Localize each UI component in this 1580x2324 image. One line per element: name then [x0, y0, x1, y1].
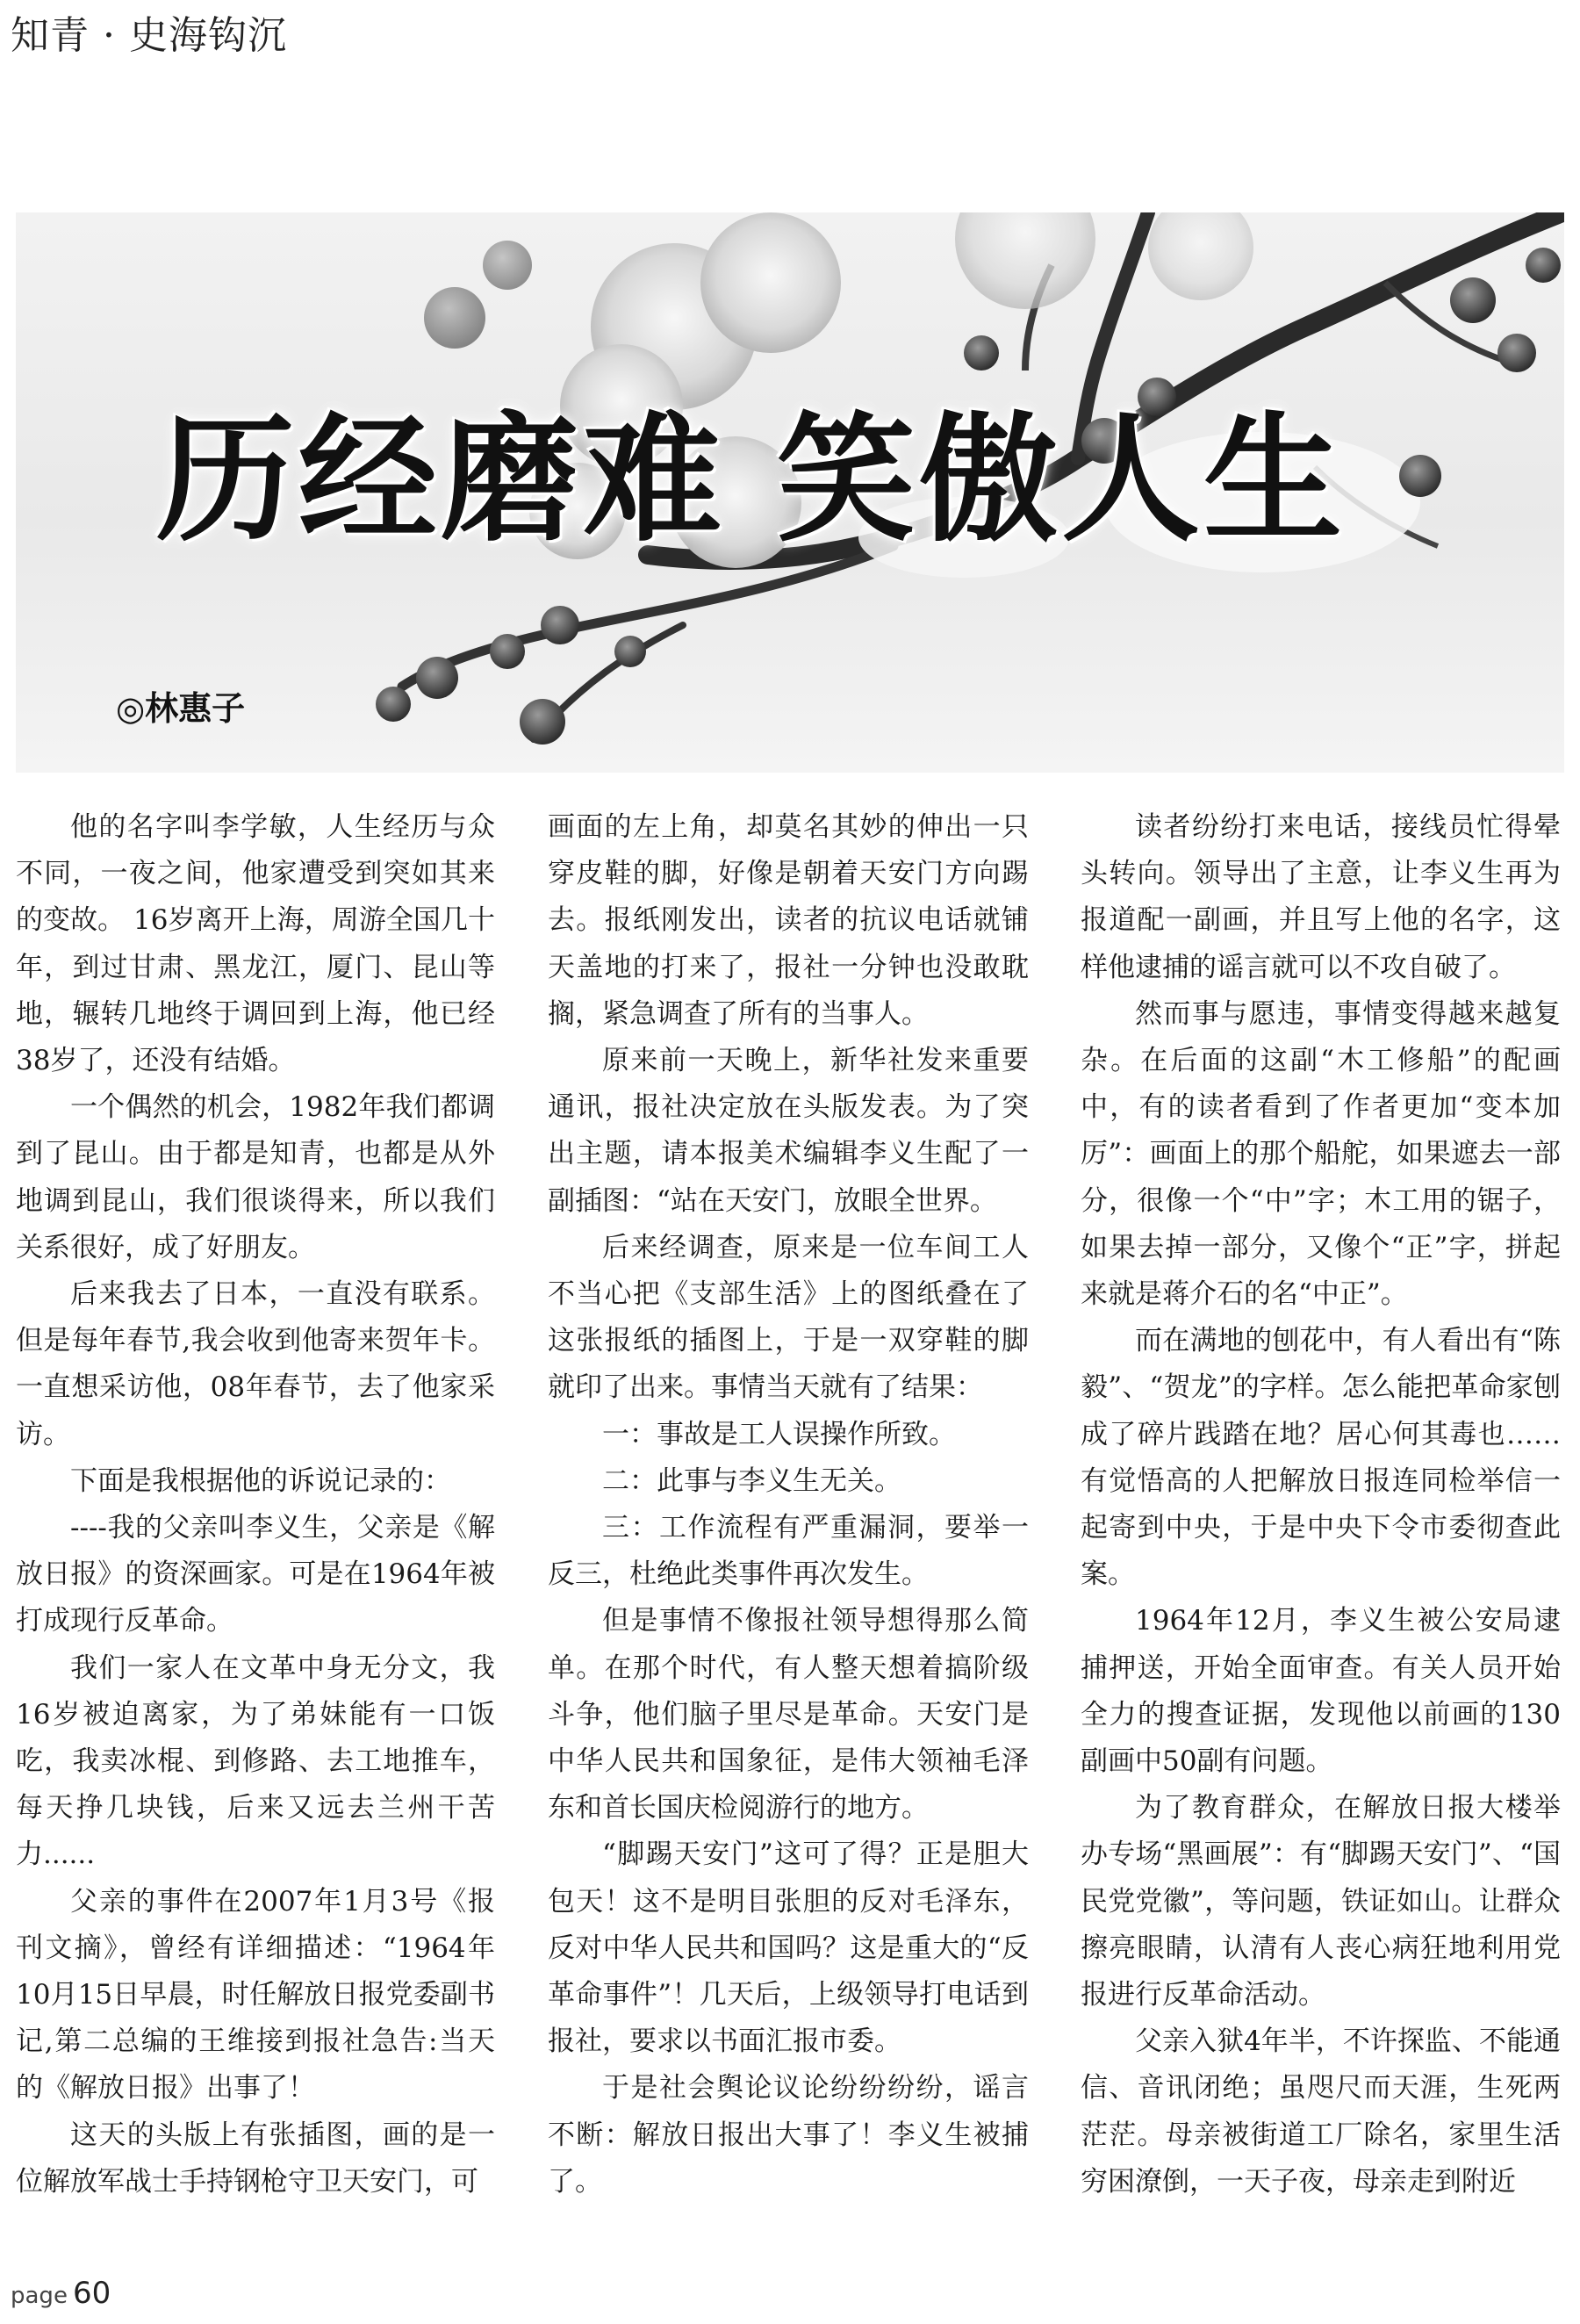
paragraph: 画面的左上角，却莫名其妙的伸出一只穿皮鞋的脚，好像是朝着天安门方向踢去。报纸刚发出，读者的抗议电话就铺天盖地的打来了，报社一分钟也没敢耽搁，紧急调查了所有的当事人。	[548, 811, 1029, 1030]
paragraph: 二：此事与李义生无关。	[602, 1464, 901, 1497]
text-column-3	[1081, 804, 1561, 2205]
paragraph: 父亲的事件在2007年1月3号《报刊文摘》，曾经有详细描述：“1964年10月15日早晨，时任解放日报党委副书记,第二总编的王维接到报社急告:当天的《解放日报》出事了！	[16, 1885, 495, 2105]
paragraph: 1964年12月，李义生被公安局逮捕押送，开始全面审查。有关人员开始全力的搜查证据，发现他以前画的130副画中50副有问题。	[1081, 1605, 1561, 1778]
paragraph: 一：事故是工人误操作所致。	[602, 1418, 956, 1450]
paragraph: 我们一家人在文革中身无分文，我16岁被迫离家，为了弟妹能有一口饭吃，我卖冰棍、到修路、去工地推车，每天挣几块钱，后来又远去兰州干苦力......	[16, 1651, 495, 1871]
paragraph: 这天的头版上有张插图，画的是一位解放军战士手持钢枪守卫天安门，可	[16, 2119, 495, 2198]
paragraph: 下面是我根据他的诉说记录的：	[70, 1464, 451, 1497]
paragraph: 于是社会舆论议论纷纷纷纷，谣言不断：解放日报出大事了！李义生被捕了。	[548, 2072, 1029, 2198]
paragraph: 三：工作流程有严重漏洞，要举一反三，杜绝此类事件再次发生。	[548, 1512, 1029, 1591]
page-footer	[11, 2276, 111, 2311]
paragraph: 一个偶然的机会，1982年我们都调到了昆山。由于都是知青，也都是从外地调到昆山，我们很谈得来，所以我们关系很好，成了好朋友。	[16, 1091, 495, 1263]
paragraph: 他的名字叫李学敏，人生经历与众不同，一夜之间，他家遭受到突如其来的变故。 16岁离开上海，周游全国几十年，到过甘肃、黑龙江，厦门、昆山等地，辗转几地终于调回到上海，他已经38岁了，还没有结婚。	[16, 811, 495, 1077]
article-title: 历经磨难 笑傲人生	[156, 399, 1347, 561]
paragraph: 为了教育群众，在解放日报大楼举办专场“黑画展”：有“脚踢天安门”、“国民党党徽”，等问题，铁证如山。让群众擦亮眼睛，认清有人丧心病狂地利用党报进行反革命活动。	[1081, 1792, 1561, 2011]
paragraph: 后来我去了日本，一直没有联系。但是每年春节,我会收到他寄来贺年卡。一直想采访他，08年春节，去了他家采访。	[16, 1278, 495, 1450]
page-number: 60	[72, 2276, 111, 2311]
paragraph: 读者纷纷打来电话，接线员忙得晕头转向。领导出了主意，让李义生再为报道配一副画，并且写上他的名字，这样他逮捕的谣言就可以不攻自破了。	[1081, 811, 1561, 983]
paragraph: ----我的父亲叫李义生，父亲是《解放日报》的资深画家。可是在1964年被打成现行反革命。	[16, 1512, 495, 1637]
page-label: page	[11, 2283, 68, 2309]
text-column-2	[548, 804, 1029, 2205]
paragraph: 然而事与愿违，事情变得越来越复杂。在后面的这副“木工修船”的配画中，有的读者看到了作者更加“变本加厉”：画面上的那个船舵，如果遮去一部分，很像一个“中”字；木工用的锯子，如果去掉一部分，又像个“正”字，拼起来就是蒋介石的名“中正”。	[1081, 997, 1561, 1311]
paragraph: 原来前一天晚上，新华社发来重要通讯，报社决定放在头版发表。为了突出主题，请本报美术编辑李义生配了一副插图：“站在天安门，放眼全世界。	[548, 1045, 1029, 1217]
paragraph: “脚踢天安门”这可了得？正是胆大包天！这不是明目张胆的反对毛泽东，反对中华人民共和国吗？这是重大的“反革命事件”！几天后，上级领导打电话到报社，要求以书面汇报市委。	[548, 1838, 1029, 2058]
section-header: 知青 · 史海钩沉	[11, 13, 287, 58]
paragraph: 但是事情不像报社领导想得那么简单。在那个时代，有人整天想着搞阶级斗争，他们脑子里尽是革命。天安门是中华人民共和国象征，是伟大领袖毛泽东和首长国庆检阅游行的地方。	[548, 1605, 1029, 1824]
text-column-1	[16, 804, 495, 2205]
paragraph: 而在满地的刨花中，有人看出有“陈毅”、“贺龙”的字样。怎么能把革命家刨成了碎片践踏在地？居心何其毒也……有觉悟高的人把解放日报连同检举信一起寄到中央，于是中央下令市委彻查此案。	[1081, 1325, 1561, 1591]
paragraph: 后来经调查，原来是一位车间工人不当心把《支部生活》上的图纸叠在了这张报纸的插图上，于是一双穿鞋的脚就印了出来。事情当天就有了结果：	[548, 1231, 1029, 1404]
paragraph: 父亲入狱4年半，不许探监、不能通信、音讯闭绝；虽咫尺而天涯，生死两茫茫。母亲被街道工厂除名，家里生活穷困潦倒，一天子夜，母亲走到附近	[1081, 2025, 1561, 2198]
title-banner	[16, 212, 1564, 773]
author-byline: ◎林惠子	[116, 688, 246, 728]
